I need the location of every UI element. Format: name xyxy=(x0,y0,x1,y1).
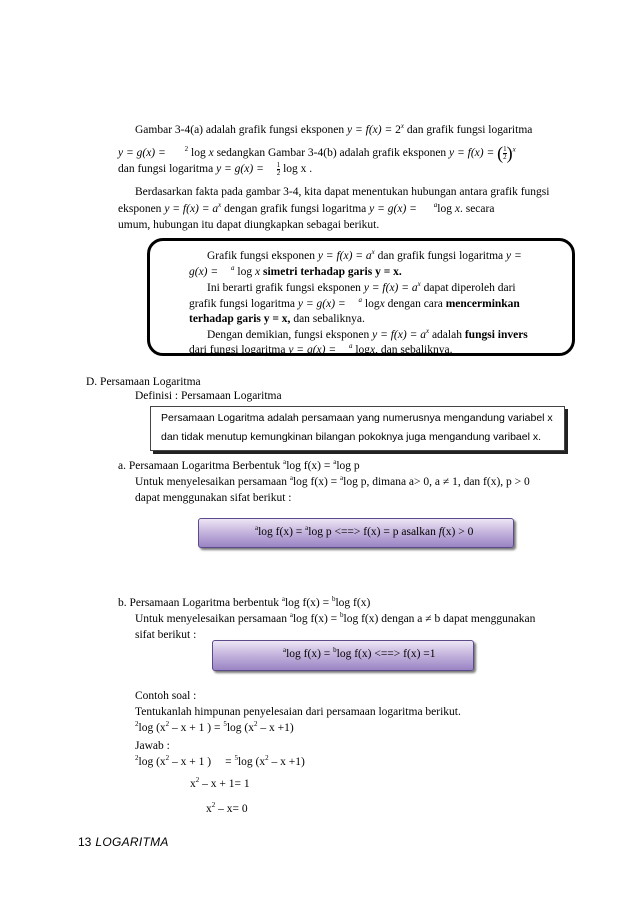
theorem-line-6: Dengan demikian, fungsi eksponen $y = f(x) = a^x$ adalah fungsi invers xyxy=(207,327,528,341)
answer-line-2: $x^2 - x + 1= 1$ xyxy=(190,776,250,790)
theorem-line-4: grafik fungsi logaritma y = g(x) = $^a$ logx dengan cara mencerminkan xyxy=(189,296,520,310)
formula-b: $^a$log f(x) = $^b$log f(x) <==> f(x) =1 xyxy=(283,646,436,660)
example-prompt: Tentukanlah himpunan penyelesaian dari persamaan logaritma berikut. xyxy=(135,706,461,718)
theorem-line-2: g(x) = $^a$ log x simetri terhadap garis y = x. xyxy=(189,264,402,278)
definition-line-2: dan tidak menutup kemungkinan bilangan pokoknya juga mengandung varibael x. xyxy=(161,431,542,443)
item-b-title: b. Persamaan Logaritma berbentuk $^a$log f(x) = $^b$log f(x) xyxy=(118,595,371,609)
item-b-desc-2: sifat berikut : xyxy=(135,629,197,641)
theorem-line-7: dari fungsi logaritma y = g(x) = $^a$ logx, dan sebaliknya. xyxy=(189,342,453,356)
definition-label: Definisi : Persamaan Logaritma xyxy=(135,390,282,402)
definition-line-1: Persamaan Logaritma adalah persamaan yang numerusnya mengandung variabel x xyxy=(161,412,553,424)
item-a-desc-2: dapat menggunakan sifat berikut : xyxy=(135,492,292,504)
example-equation: $^2$log ($x^2 - x + 1$ ) = $^5$log $(x^2 - x +1)$ xyxy=(135,720,294,734)
page-number: 13 xyxy=(78,835,92,849)
formula-a: $^a$log f(x) = $^a$log p <==> f(x) = p asalkan f(x) > 0 xyxy=(255,524,474,538)
math-log: y = g(x) = xyxy=(118,147,169,160)
answer-line-1: $^2$log ($x^2 - x + 1$ ) = $^5$log $(x^2 - x +1)$ xyxy=(135,754,305,768)
answer-line-3: $x^2 - x= 0$ xyxy=(206,801,248,815)
definition-box xyxy=(150,406,565,451)
paragraph-1-line-1: Gambar 3-4(a) adalah grafik fungsi eksponen $y = f(x) = 2^x$ dan grafik fungsi logaritma xyxy=(135,122,533,136)
math-exp: y = f(x) = xyxy=(347,124,396,136)
theorem-line-1: Grafik fungsi eksponen $y = f(x) = a^x$ dan grafik fungsi logaritma y = xyxy=(207,248,522,262)
theorem-line-3: Ini berarti grafik fungsi eksponen $y = f(x) = a^x$ dapat diperoleh dari xyxy=(207,280,516,294)
section-d-heading: D. Persamaan Logaritma xyxy=(86,376,201,388)
paragraph-1-line-2: y = g(x) = $^2$ log x sedangkan Gambar 3-4(b) adalah grafik eksponen y = f(x) = ( $\frac{1}{2}$ )$^x$ xyxy=(118,143,516,163)
paragraph-2-line-2: eksponen $y = f(x) = a^x$ dengan grafik fungsi logaritma y = g(x) = $^a$log x. secara xyxy=(118,201,495,215)
item-b-desc-1: Untuk menyelesaikan persamaan $^a$log f(x) = $^b$log f(x) dengan a ≠ b dapat menggunakan xyxy=(135,611,536,625)
example-label: Contoh soal : xyxy=(135,690,197,702)
footer-title: LOGARITMA xyxy=(95,835,169,849)
item-a-desc-1: Untuk menyelesaikan persamaan $^a$log f(x) = $^a$log p, dimana a> 0, a ≠ 1, dan f(x), p > 0 xyxy=(135,474,530,488)
paragraph-2-line-3: umum, hubungan itu dapat diungkapkan sebagai berikut. xyxy=(118,219,380,231)
fraction-half: $\frac{1}{2}$ xyxy=(503,145,507,161)
paragraph-2-line-1: Berdasarkan fakta pada gambar 3-4, kita dapat menentukan hubungan antara grafik fungsi xyxy=(135,186,550,198)
theorem-line-5: terhadap garis y = x, dan sebaliknya. xyxy=(189,313,365,325)
page-footer xyxy=(78,835,169,849)
answer-label: Jawab : xyxy=(135,740,170,752)
item-a-title: a. Persamaan Logaritma Berbentuk $^a$log f(x) = $^a$log p xyxy=(118,458,360,472)
paragraph-1-line-3: dan fungsi logaritma y = g(x) = $\frac{1}{2}$ log x . xyxy=(118,161,313,177)
